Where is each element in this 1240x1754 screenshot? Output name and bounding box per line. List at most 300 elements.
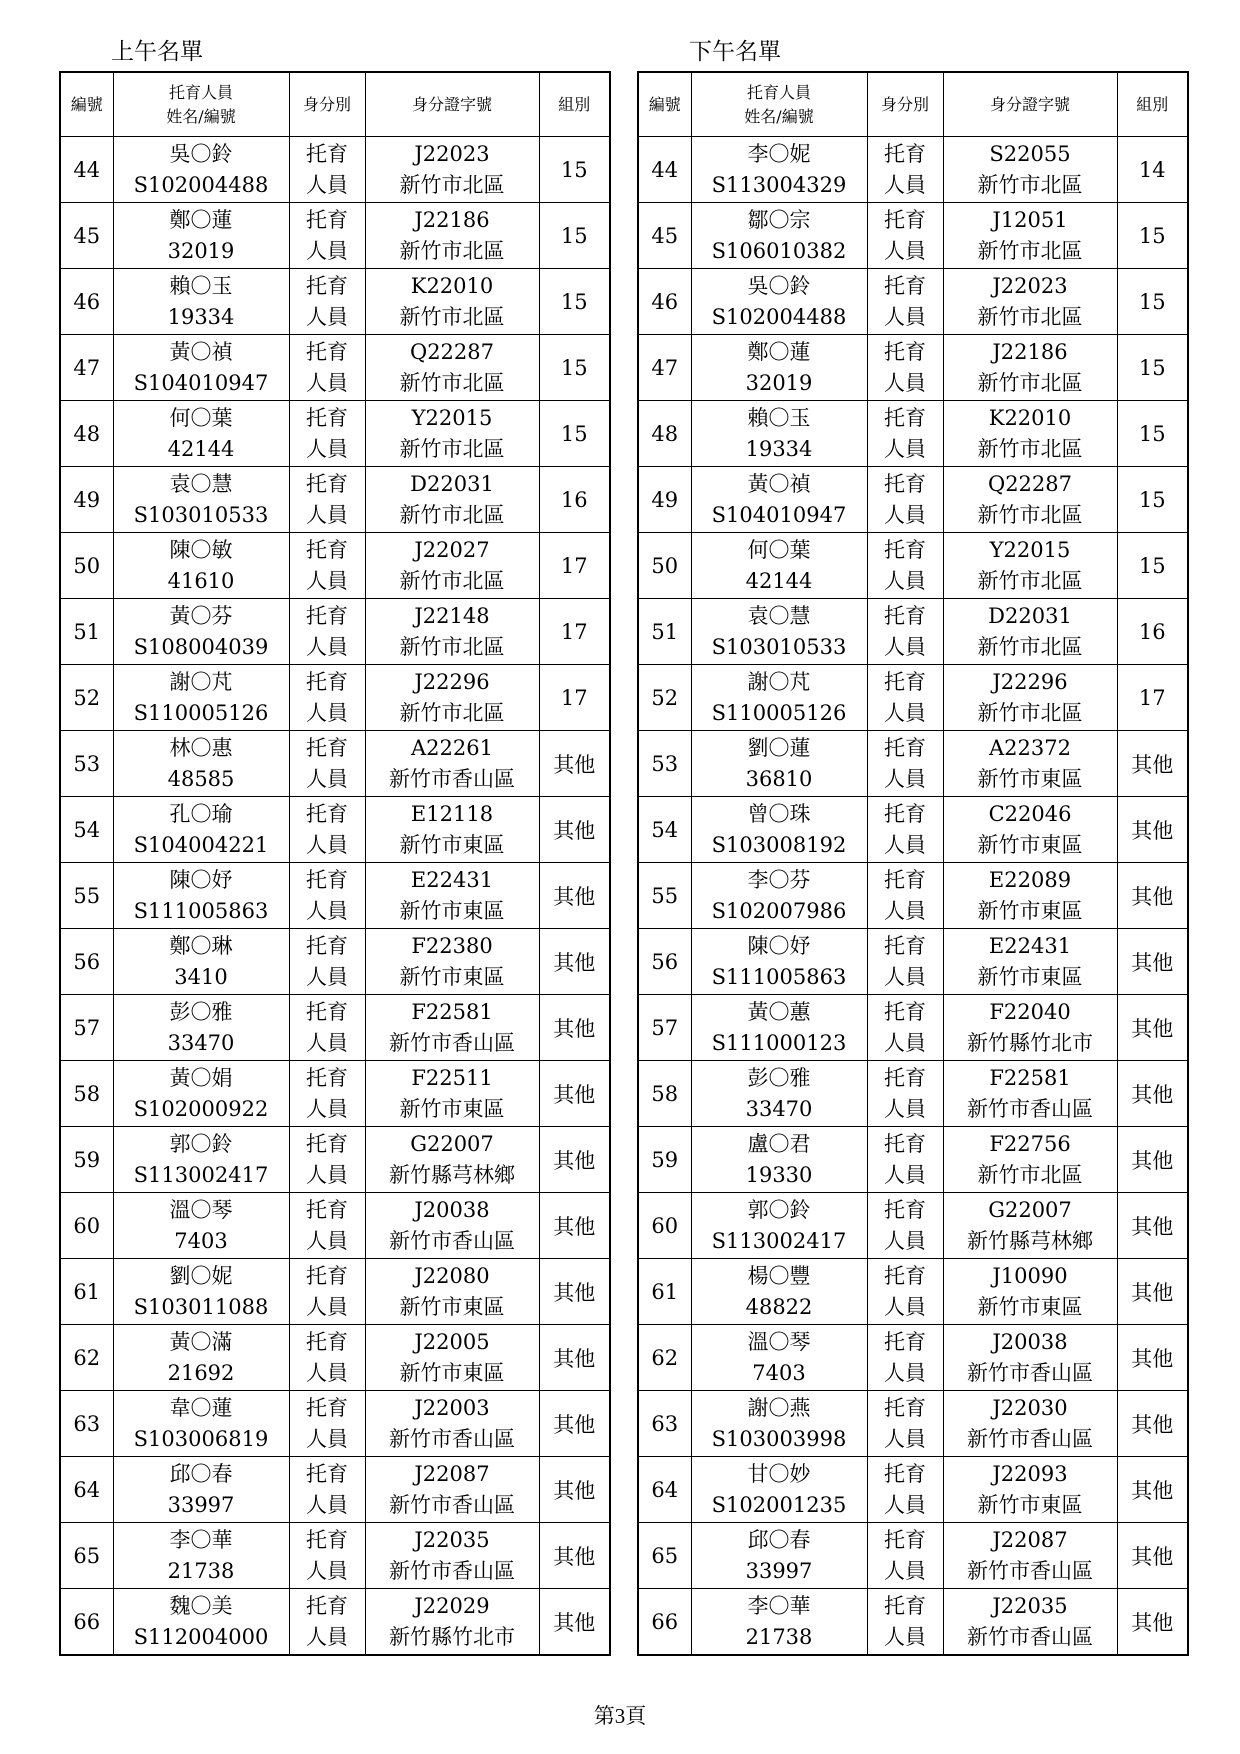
id-number: J22030 <box>992 1395 1068 1420</box>
table-row <box>60 401 610 467</box>
cell-idno <box>365 599 539 665</box>
person-code: S102007986 <box>711 898 847 923</box>
person-code: 33997 <box>167 1492 235 1517</box>
table-row <box>60 203 610 269</box>
role-line1: 托育 <box>306 339 348 364</box>
table-row <box>638 269 1188 335</box>
role-line2: 人員 <box>884 1558 926 1583</box>
cell-idno <box>943 137 1117 203</box>
person-name: 陳〇妤 <box>747 933 811 958</box>
cell-idno <box>365 1193 539 1259</box>
person-code: 21692 <box>167 1360 235 1385</box>
header-idno: 身分證字號 <box>943 72 1117 137</box>
role-line2: 人員 <box>306 898 348 923</box>
cell-role <box>289 335 365 401</box>
cell-role <box>289 269 365 335</box>
role-line2: 人員 <box>884 1360 926 1385</box>
person-code: S104010947 <box>133 370 269 395</box>
id-number: F22756 <box>989 1131 1071 1156</box>
person-code: S102001235 <box>711 1492 847 1517</box>
table-row <box>638 401 1188 467</box>
role-line1: 托育 <box>884 867 926 892</box>
cell-role <box>289 401 365 467</box>
cell-group: 15 <box>539 269 610 335</box>
table-header-row <box>60 72 610 137</box>
cell-role <box>289 665 365 731</box>
cell-group: 其他 <box>1117 797 1188 863</box>
cell-idno <box>365 401 539 467</box>
person-name: 何〇葉 <box>169 405 233 430</box>
id-number: S22055 <box>989 141 1071 166</box>
table-row <box>60 929 610 995</box>
header-name-line2: 姓名/編號 <box>744 106 814 126</box>
role-line2: 人員 <box>306 1294 348 1319</box>
cell-group: 其他 <box>539 863 610 929</box>
cell-group: 其他 <box>1117 1127 1188 1193</box>
role-line2: 人員 <box>306 766 348 791</box>
role-line1: 托育 <box>884 1329 926 1354</box>
role-line2: 人員 <box>306 568 348 593</box>
cell-idno <box>943 533 1117 599</box>
role-line1: 托育 <box>306 801 348 826</box>
table-row <box>60 467 610 533</box>
cell-name <box>113 1061 289 1127</box>
cell-group: 其他 <box>539 1523 610 1589</box>
cell-no: 52 <box>638 665 691 731</box>
id-number: K22010 <box>988 405 1072 430</box>
cell-idno <box>943 467 1117 533</box>
cell-name <box>691 863 867 929</box>
id-number: Q22287 <box>409 339 495 364</box>
id-number: J22035 <box>414 1527 490 1552</box>
district: 新竹市北區 <box>977 238 1083 263</box>
cell-idno <box>365 335 539 401</box>
district: 新竹市北區 <box>977 568 1083 593</box>
person-name: 曾〇珠 <box>747 801 811 826</box>
id-number: J22080 <box>414 1263 490 1288</box>
cell-idno <box>365 533 539 599</box>
district: 新竹市北區 <box>399 304 505 329</box>
person-code: S108004039 <box>133 634 269 659</box>
role-line1: 托育 <box>306 1065 348 1090</box>
person-name: 鄒〇宗 <box>747 207 811 232</box>
id-number: F22040 <box>989 999 1071 1024</box>
cell-name <box>113 1523 289 1589</box>
cell-no: 65 <box>638 1523 691 1589</box>
role-line2: 人員 <box>306 304 348 329</box>
person-name: 陳〇敏 <box>169 537 233 562</box>
table-row <box>60 995 610 1061</box>
cell-group: 其他 <box>1117 1391 1188 1457</box>
cell-role <box>867 995 943 1061</box>
cell-idno <box>943 269 1117 335</box>
role-line1: 托育 <box>884 339 926 364</box>
cell-name <box>113 533 289 599</box>
cell-no: 51 <box>60 599 113 665</box>
district: 新竹市東區 <box>399 832 505 857</box>
header-idno: 身分證字號 <box>365 72 539 137</box>
cell-idno <box>365 1127 539 1193</box>
role-line2: 人員 <box>884 502 926 527</box>
cell-idno <box>943 1391 1117 1457</box>
role-line2: 人員 <box>884 766 926 791</box>
cell-no: 46 <box>638 269 691 335</box>
table-row <box>638 203 1188 269</box>
role-line1: 托育 <box>884 933 926 958</box>
person-name: 黃〇娟 <box>169 1065 233 1090</box>
role-line1: 托育 <box>306 735 348 760</box>
header-name <box>691 72 867 137</box>
table-row <box>638 467 1188 533</box>
cell-name <box>691 1127 867 1193</box>
district: 新竹市東區 <box>977 898 1083 923</box>
person-name: 鄭〇蓮 <box>169 207 233 232</box>
id-number: Y22015 <box>989 537 1071 562</box>
cell-no: 49 <box>60 467 113 533</box>
district: 新竹市東區 <box>977 766 1083 791</box>
person-code: S110005126 <box>711 700 847 725</box>
district: 新竹市北區 <box>399 436 505 461</box>
id-number: J22035 <box>992 1593 1068 1618</box>
district: 新竹市香山區 <box>967 1096 1093 1121</box>
person-code: S110005126 <box>133 700 269 725</box>
role-line2: 人員 <box>306 832 348 857</box>
role-line2: 人員 <box>884 700 926 725</box>
table-row <box>638 335 1188 401</box>
morning-table <box>59 71 611 1656</box>
role-line2: 人員 <box>306 436 348 461</box>
cell-idno <box>943 599 1117 665</box>
cell-name <box>691 401 867 467</box>
cell-name <box>691 1259 867 1325</box>
cell-role <box>867 1391 943 1457</box>
person-name: 謝〇燕 <box>747 1395 811 1420</box>
district: 新竹市北區 <box>977 634 1083 659</box>
role-line1: 托育 <box>884 603 926 628</box>
person-code: 21738 <box>745 1624 813 1649</box>
id-number: J22023 <box>992 273 1068 298</box>
table-row <box>638 1061 1188 1127</box>
role-line2: 人員 <box>306 634 348 659</box>
role-line1: 托育 <box>884 1065 926 1090</box>
role-line2: 人員 <box>884 304 926 329</box>
id-number: J22029 <box>414 1593 490 1618</box>
person-name: 彭〇雅 <box>169 999 233 1024</box>
table-row <box>60 269 610 335</box>
person-code: S104004221 <box>133 832 269 857</box>
district: 新竹市東區 <box>977 964 1083 989</box>
cell-no: 64 <box>638 1457 691 1523</box>
district: 新竹市東區 <box>399 1360 505 1385</box>
person-code: 48822 <box>745 1294 813 1319</box>
role-line1: 托育 <box>884 999 926 1024</box>
cell-role <box>867 467 943 533</box>
role-line2: 人員 <box>884 1294 926 1319</box>
cell-name <box>691 335 867 401</box>
cell-idno <box>365 269 539 335</box>
district: 新竹市北區 <box>399 700 505 725</box>
role-line1: 托育 <box>884 141 926 166</box>
cell-name <box>113 1127 289 1193</box>
cell-idno <box>365 665 539 731</box>
cell-role <box>867 929 943 995</box>
role-line2: 人員 <box>306 700 348 725</box>
cell-idno <box>365 1391 539 1457</box>
district: 新竹市北區 <box>399 634 505 659</box>
role-line1: 托育 <box>884 1593 926 1618</box>
cell-group: 其他 <box>539 1325 610 1391</box>
district: 新竹市香山區 <box>967 1426 1093 1451</box>
role-line1: 托育 <box>306 1593 348 1618</box>
cell-group: 其他 <box>1117 1457 1188 1523</box>
id-number: C22046 <box>988 801 1072 826</box>
cell-role <box>867 599 943 665</box>
cell-group: 其他 <box>539 1193 610 1259</box>
header-name-line1: 托育人員 <box>746 82 811 102</box>
id-number: E22431 <box>988 933 1072 958</box>
role-line1: 托育 <box>884 1197 926 1222</box>
cell-group: 其他 <box>1117 1589 1188 1656</box>
role-line1: 托育 <box>306 1131 348 1156</box>
role-line1: 托育 <box>884 1461 926 1486</box>
person-code: S103010533 <box>711 634 847 659</box>
role-line2: 人員 <box>884 568 926 593</box>
cell-idno <box>943 401 1117 467</box>
person-code: S103006819 <box>133 1426 269 1451</box>
role-line1: 托育 <box>884 1395 926 1420</box>
cell-name <box>691 533 867 599</box>
role-line2: 人員 <box>306 1624 348 1649</box>
header-name-line1: 托育人員 <box>168 82 233 102</box>
cell-group: 15 <box>1117 269 1188 335</box>
cell-role <box>289 599 365 665</box>
cell-role <box>289 1325 365 1391</box>
person-name: 吳〇鈴 <box>747 273 811 298</box>
cell-no: 62 <box>60 1325 113 1391</box>
cell-role <box>867 797 943 863</box>
cell-no: 45 <box>60 203 113 269</box>
table-row <box>638 797 1188 863</box>
role-line1: 托育 <box>884 405 926 430</box>
person-code: 32019 <box>167 238 235 263</box>
cell-name <box>113 1391 289 1457</box>
cell-idno <box>943 1589 1117 1656</box>
cell-role <box>289 731 365 797</box>
person-code: 48585 <box>167 766 235 791</box>
person-code: 41610 <box>167 568 235 593</box>
id-number: J22186 <box>414 207 490 232</box>
cell-group: 15 <box>539 335 610 401</box>
cell-no: 47 <box>638 335 691 401</box>
role-line1: 托育 <box>884 273 926 298</box>
role-line2: 人員 <box>884 238 926 263</box>
cell-name <box>691 665 867 731</box>
id-number: J22023 <box>414 141 490 166</box>
morning-title: 上午名單 <box>111 39 203 65</box>
table-row <box>638 1127 1188 1193</box>
role-line2: 人員 <box>306 1162 348 1187</box>
header-group: 組別 <box>539 72 610 137</box>
cell-no: 50 <box>60 533 113 599</box>
cell-name <box>113 401 289 467</box>
cell-idno <box>365 797 539 863</box>
cell-name <box>113 929 289 995</box>
id-number: J22148 <box>414 603 490 628</box>
person-name: 溫〇琴 <box>747 1329 811 1354</box>
person-code: 33470 <box>745 1096 813 1121</box>
role-line1: 托育 <box>306 1329 348 1354</box>
person-code: S113004329 <box>711 172 847 197</box>
cell-no: 63 <box>60 1391 113 1457</box>
cell-name <box>113 1457 289 1523</box>
cell-no: 46 <box>60 269 113 335</box>
role-line1: 托育 <box>306 1263 348 1288</box>
person-name: 鄭〇蓮 <box>747 339 811 364</box>
cell-role <box>289 533 365 599</box>
table-row <box>638 1457 1188 1523</box>
cell-idno <box>943 1457 1117 1523</box>
id-number: D22031 <box>988 603 1072 628</box>
cell-group: 其他 <box>539 1061 610 1127</box>
role-line2: 人員 <box>306 1492 348 1517</box>
person-name: 何〇葉 <box>747 537 811 562</box>
cell-idno <box>943 1325 1117 1391</box>
role-line1: 托育 <box>884 735 926 760</box>
cell-name <box>113 203 289 269</box>
cell-name <box>113 599 289 665</box>
cell-idno <box>365 203 539 269</box>
table-row <box>60 1457 610 1523</box>
cell-idno <box>365 731 539 797</box>
role-line2: 人員 <box>884 1030 926 1055</box>
cell-idno <box>365 1457 539 1523</box>
cell-group: 其他 <box>539 731 610 797</box>
role-line2: 人員 <box>884 1624 926 1649</box>
cell-group: 16 <box>539 467 610 533</box>
page-number: 第3頁 <box>593 1704 647 1728</box>
table-row <box>60 863 610 929</box>
district: 新竹市東區 <box>977 1492 1083 1517</box>
cell-group: 其他 <box>1117 1061 1188 1127</box>
header-role: 身分別 <box>289 72 365 137</box>
person-name: 陳〇妤 <box>169 867 233 892</box>
cell-role <box>867 203 943 269</box>
cell-name <box>113 797 289 863</box>
cell-group: 17 <box>539 533 610 599</box>
table-row <box>638 1325 1188 1391</box>
role-line1: 托育 <box>306 1197 348 1222</box>
person-code: S112004000 <box>133 1624 269 1649</box>
cell-name <box>113 1193 289 1259</box>
district: 新竹市東區 <box>399 1096 505 1121</box>
cell-idno <box>365 929 539 995</box>
district: 新竹市東區 <box>977 832 1083 857</box>
cell-role <box>867 1259 943 1325</box>
header-name <box>113 72 289 137</box>
person-name: 劉〇妮 <box>169 1263 233 1288</box>
cell-role <box>289 1523 365 1589</box>
person-code: 33470 <box>167 1030 235 1055</box>
role-line1: 托育 <box>884 801 926 826</box>
table-row <box>60 731 610 797</box>
role-line2: 人員 <box>306 172 348 197</box>
cell-role <box>289 1259 365 1325</box>
person-code: 19330 <box>745 1162 813 1187</box>
cell-role <box>867 665 943 731</box>
cell-idno <box>365 995 539 1061</box>
cell-no: 57 <box>60 995 113 1061</box>
cell-no: 52 <box>60 665 113 731</box>
district: 新竹縣芎林鄉 <box>389 1162 515 1187</box>
cell-group: 其他 <box>1117 1193 1188 1259</box>
person-name: 謝〇芃 <box>169 669 233 694</box>
district: 新竹縣芎林鄉 <box>967 1228 1093 1253</box>
role-line2: 人員 <box>884 898 926 923</box>
district: 新竹市北區 <box>977 700 1083 725</box>
id-number: G22007 <box>410 1131 494 1156</box>
id-number: J12051 <box>992 207 1068 232</box>
role-line2: 人員 <box>884 436 926 461</box>
person-code: S102004488 <box>711 304 847 329</box>
person-name: 李〇芬 <box>747 867 811 892</box>
person-code: 19334 <box>167 304 235 329</box>
cell-group: 17 <box>539 665 610 731</box>
cell-no: 44 <box>60 137 113 203</box>
person-code: S104010947 <box>711 502 847 527</box>
cell-role <box>289 1457 365 1523</box>
person-code: S103011088 <box>133 1294 269 1319</box>
cell-name <box>113 1259 289 1325</box>
district: 新竹市香山區 <box>389 1228 515 1253</box>
cell-role <box>867 1061 943 1127</box>
cell-group: 其他 <box>539 995 610 1061</box>
person-code: S111005863 <box>133 898 269 923</box>
cell-no: 49 <box>638 467 691 533</box>
table-row <box>638 929 1188 995</box>
role-line1: 托育 <box>884 471 926 496</box>
person-name: 盧〇君 <box>747 1131 811 1156</box>
id-number: Y22015 <box>411 405 493 430</box>
cell-group: 17 <box>539 599 610 665</box>
cell-no: 59 <box>638 1127 691 1193</box>
district: 新竹市香山區 <box>389 1558 515 1583</box>
cell-role <box>289 1061 365 1127</box>
id-number: Q22287 <box>987 471 1073 496</box>
cell-name <box>691 1193 867 1259</box>
cell-role <box>867 731 943 797</box>
cell-role <box>867 137 943 203</box>
table-header-row <box>638 72 1188 137</box>
cell-group: 其他 <box>539 1391 610 1457</box>
role-line1: 托育 <box>306 999 348 1024</box>
table-row <box>638 1391 1188 1457</box>
cell-role <box>867 1127 943 1193</box>
table-row <box>60 533 610 599</box>
cell-role <box>867 533 943 599</box>
role-line2: 人員 <box>884 1492 926 1517</box>
cell-group: 其他 <box>539 929 610 995</box>
person-name: 黃〇禎 <box>169 339 233 364</box>
id-number: J20038 <box>992 1329 1068 1354</box>
person-code: S111000123 <box>711 1030 847 1055</box>
header-group: 組別 <box>1117 72 1188 137</box>
cell-no: 48 <box>638 401 691 467</box>
role-line1: 托育 <box>884 1131 926 1156</box>
cell-no: 54 <box>60 797 113 863</box>
cell-name <box>691 269 867 335</box>
cell-group: 其他 <box>539 1259 610 1325</box>
person-code: S102004488 <box>133 172 269 197</box>
